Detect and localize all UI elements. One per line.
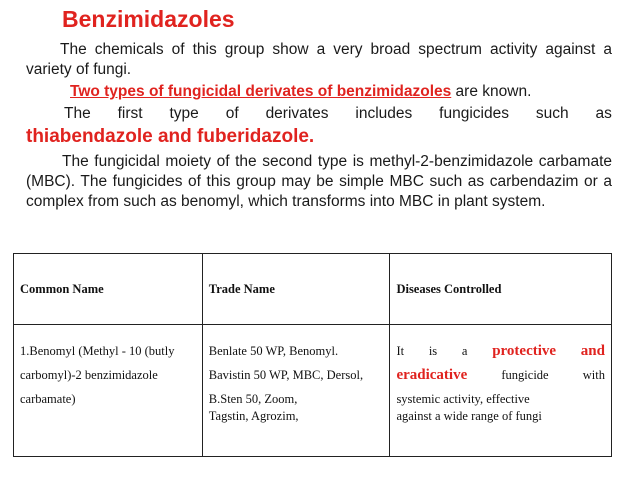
word: as bbox=[595, 105, 612, 122]
paragraph-second-type bbox=[26, 152, 612, 212]
paragraph-types bbox=[26, 82, 612, 102]
disease-line-4: against a wide range of fungi bbox=[396, 409, 542, 423]
paragraph-first-type bbox=[26, 104, 612, 150]
word: of bbox=[225, 105, 239, 122]
word: first bbox=[117, 105, 143, 122]
paragraph-intro-text: The chemicals of this group show a very broad spectrum activity against a variety of fungi. bbox=[26, 41, 612, 78]
highlight-word: eradicative bbox=[396, 367, 468, 383]
paragraph-second-type-text: The fungicidal moiety of the second type is methyl-2-benzimidazole carbamate (MBC). The fungicides of this group may be simple MBC such as carbendazim or a complex from such as benomyl, which transforms into MBC in plant system. bbox=[26, 153, 612, 210]
cell-common-name bbox=[14, 325, 203, 457]
cell-diseases bbox=[390, 325, 612, 457]
table-row bbox=[14, 325, 612, 457]
fungicide-table bbox=[13, 253, 612, 457]
table-header-row bbox=[14, 254, 612, 325]
word: such bbox=[535, 105, 569, 122]
word: The bbox=[64, 105, 91, 122]
disease-line-3: systemic activity, effective bbox=[396, 392, 530, 406]
cell-line: B.Sten 50, Zoom, bbox=[208, 392, 298, 406]
header-diseases-controlled: Diseases Controlled bbox=[390, 254, 612, 325]
word: a bbox=[461, 344, 468, 358]
first-type-line bbox=[26, 104, 612, 124]
word: It bbox=[396, 344, 405, 358]
types-highlight: Two types of fungicidal derivates of benzimidazoles bbox=[70, 83, 452, 100]
word: includes bbox=[355, 105, 413, 122]
first-type-compounds: thiabendazole and fuberidazole. bbox=[26, 126, 315, 147]
word: is bbox=[428, 344, 438, 358]
word: derivates bbox=[265, 105, 329, 122]
header-trade-name: Trade Name bbox=[202, 254, 390, 325]
cell-line: Tagstin, Agrozim, bbox=[208, 409, 299, 423]
cell-line: carbomyl)-2 benzimidazole bbox=[20, 368, 158, 382]
cell-trade-name bbox=[202, 325, 390, 457]
highlight-word: protective bbox=[492, 343, 557, 359]
word: fungicides bbox=[439, 105, 509, 122]
word: with bbox=[582, 368, 605, 382]
word: fungicide bbox=[501, 368, 549, 382]
cell-line: Benlate 50 WP, Benomyl. bbox=[208, 344, 339, 358]
highlight-word: and bbox=[580, 343, 605, 359]
cell-line: carbamate) bbox=[20, 392, 76, 406]
disease-line-2 bbox=[396, 363, 605, 387]
paragraph-intro bbox=[26, 40, 612, 80]
word: type bbox=[169, 105, 199, 122]
header-common-name: Common Name bbox=[14, 254, 203, 325]
slide-title: Benzimidazoles bbox=[62, 6, 235, 32]
cell-line: 1.Benomyl (Methyl - 10 (butly bbox=[20, 344, 175, 358]
types-rest: are known. bbox=[451, 83, 532, 100]
disease-line-1 bbox=[396, 339, 605, 363]
cell-line: Bavistin 50 WP, MBC, Dersol, bbox=[208, 368, 364, 382]
